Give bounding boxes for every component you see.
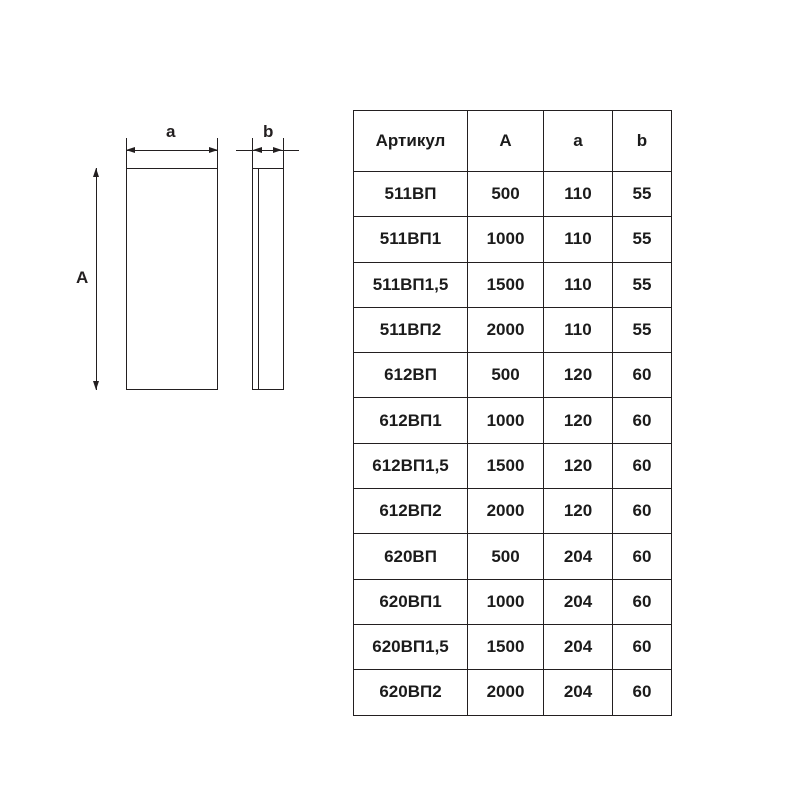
cell-article: 620ВП1 (354, 579, 468, 624)
extension-line-b-left (252, 138, 253, 172)
dimension-label-b: b (263, 122, 274, 141)
arrow-A-top-icon (93, 168, 99, 177)
cell-a: 120 (544, 443, 613, 488)
cell-a: 110 (544, 307, 613, 352)
table-header-a: a (544, 111, 613, 172)
table-header-article: Артикул (354, 111, 468, 172)
cell-b: 60 (613, 489, 672, 534)
front-view-rectangle (126, 168, 218, 390)
cell-A: 2000 (468, 307, 544, 352)
specification-table (353, 110, 672, 716)
cell-a: 120 (544, 398, 613, 443)
table-header-row (354, 111, 672, 172)
cell-a: 204 (544, 579, 613, 624)
cell-b: 60 (613, 443, 672, 488)
cell-A: 1500 (468, 443, 544, 488)
cell-A: 2000 (468, 670, 544, 715)
cell-a: 204 (544, 624, 613, 669)
cell-A: 1000 (468, 398, 544, 443)
table-row (354, 307, 672, 352)
cell-article: 612ВП1 (354, 398, 468, 443)
table-header-b: b (613, 111, 672, 172)
dimension-line-a (126, 150, 218, 151)
cell-article: 511ВП1,5 (354, 262, 468, 307)
cell-article: 620ВП (354, 534, 468, 579)
cell-A: 500 (468, 172, 544, 217)
table-row (354, 262, 672, 307)
table-row (354, 217, 672, 262)
arrow-b-left-icon (253, 147, 262, 153)
table-row (354, 579, 672, 624)
cell-b: 55 (613, 262, 672, 307)
cell-article: 511ВП (354, 172, 468, 217)
cell-article: 612ВП1,5 (354, 443, 468, 488)
table-row (354, 353, 672, 398)
cell-a: 120 (544, 353, 613, 398)
cell-article: 612ВП (354, 353, 468, 398)
dimension-label-a: a (166, 122, 176, 141)
table-row (354, 670, 672, 715)
arrow-a-right-icon (209, 147, 218, 153)
cell-b: 55 (613, 217, 672, 262)
cell-b: 60 (613, 670, 672, 715)
cell-a: 120 (544, 489, 613, 534)
extension-line-a-right (217, 138, 218, 172)
table-row (354, 489, 672, 534)
arrow-A-bottom-icon (93, 381, 99, 390)
arrow-b-right-icon (273, 147, 282, 153)
cell-article: 511ВП2 (354, 307, 468, 352)
cell-a: 204 (544, 534, 613, 579)
table-body (354, 172, 672, 716)
table-header-A: A (468, 111, 544, 172)
side-view-inner-line (258, 169, 259, 389)
table-row (354, 172, 672, 217)
cell-b: 60 (613, 534, 672, 579)
cell-a: 204 (544, 670, 613, 715)
table-row (354, 534, 672, 579)
cell-A: 2000 (468, 489, 544, 534)
cell-b: 60 (613, 398, 672, 443)
dimension-label-A: A (76, 268, 89, 287)
cell-A: 500 (468, 534, 544, 579)
cell-b: 60 (613, 624, 672, 669)
cell-article: 620ВП1,5 (354, 624, 468, 669)
table-row (354, 443, 672, 488)
cell-A: 500 (468, 353, 544, 398)
cell-b: 60 (613, 579, 672, 624)
cell-article: 511ВП1 (354, 217, 468, 262)
side-view-rectangle (252, 168, 284, 390)
cell-a: 110 (544, 172, 613, 217)
cell-A: 1500 (468, 624, 544, 669)
extension-line-a-left (126, 138, 127, 172)
cell-article: 620ВП2 (354, 670, 468, 715)
dimension-line-A (96, 168, 97, 390)
cell-A: 1500 (468, 262, 544, 307)
table-row (354, 398, 672, 443)
cell-a: 110 (544, 217, 613, 262)
technical-drawing (60, 110, 340, 440)
dimension-line-b (236, 150, 299, 151)
cell-b: 55 (613, 172, 672, 217)
cell-b: 55 (613, 307, 672, 352)
cell-A: 1000 (468, 579, 544, 624)
extension-line-b-right (283, 138, 284, 172)
cell-a: 110 (544, 262, 613, 307)
cell-b: 60 (613, 353, 672, 398)
table-row (354, 624, 672, 669)
cell-article: 612ВП2 (354, 489, 468, 534)
arrow-a-left-icon (126, 147, 135, 153)
cell-A: 1000 (468, 217, 544, 262)
